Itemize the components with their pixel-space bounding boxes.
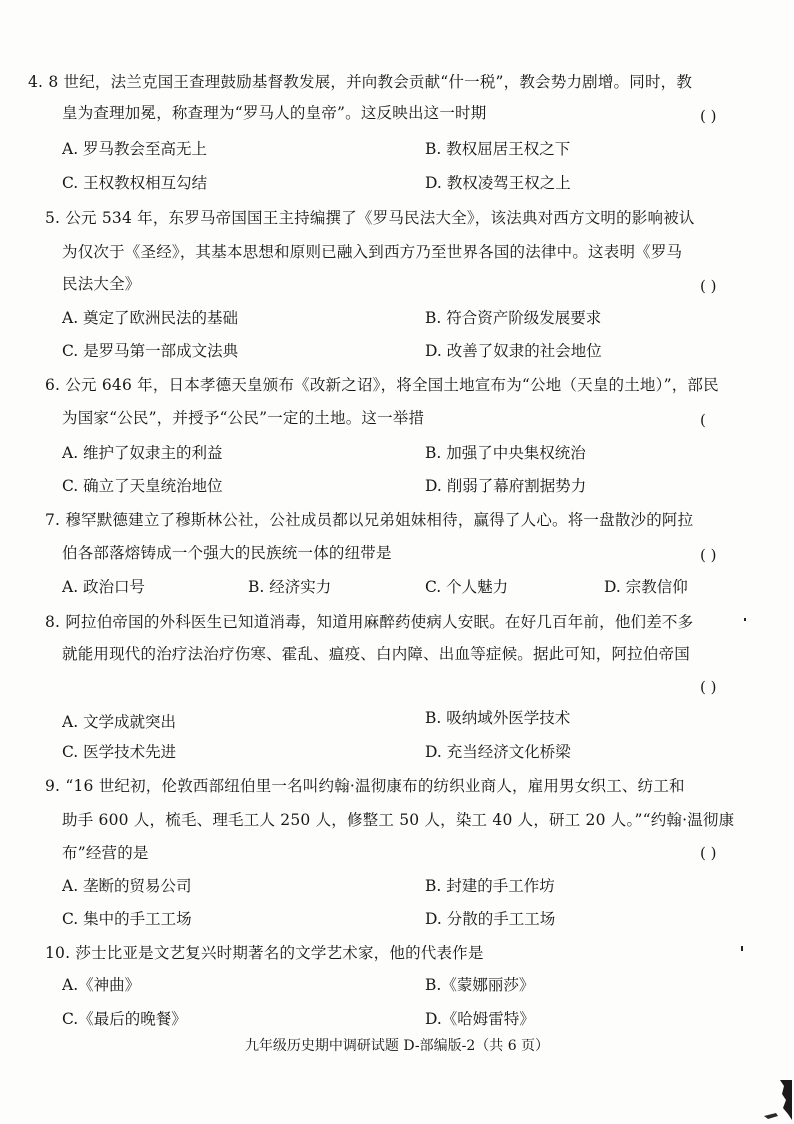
question-4-line-2: 皇为查理加冕，称查理为“罗马人的皇帝”。这反映出这一时期	[62, 104, 487, 122]
answer-bracket: ( )	[700, 107, 717, 125]
answer-bracket: ( )	[700, 277, 717, 295]
option-b: B.《蒙娜丽莎》	[425, 976, 535, 994]
question-8-line-1: 8. 阿拉伯帝国的外科医生已知道消毒，知道用麻醉药使病人安眠。在好几百年前，他们差不多	[45, 613, 694, 631]
option-c: C. 医学技术先进	[62, 743, 177, 761]
option-d: D. 充当经济文化桥梁	[425, 743, 571, 761]
question-8-line-2: 就能用现代的治疗法治疗伤寒、霍乱、瘟疫、白内障、出血等症候。据此可知，阿拉伯帝国	[62, 645, 691, 663]
question-6-line-2: 为国家“公民”，并授予“公民”一定的土地。这一举措	[62, 409, 425, 427]
option-a: A. 维护了奴隶主的利益	[62, 444, 223, 462]
answer-bracket: ( )	[700, 546, 717, 564]
question-5-line-1: 5. 公元 534 年，东罗马帝国国王主持编撰了《罗马民法大全》，该法典对西方文明的影响被认	[45, 209, 695, 227]
question-6-line-1: 6. 公元 646 年，日本孝德天皇颁布《改新之诏》，将全国土地宣布为“公地（天皇的土地）”，部民	[45, 376, 719, 394]
answer-bracket: ( )	[700, 844, 717, 862]
question-4-line-1: 4. 8 世纪，法兰克国王查理鼓励基督教发展，并向教会贡献“什一税”，教会势力剧增。同时，教	[28, 73, 693, 91]
answer-bracket: ( )	[700, 678, 717, 696]
option-a: A. 文学成就突出	[62, 713, 177, 731]
scan-speck	[744, 618, 746, 621]
option-c: C. 个人魅力	[425, 578, 509, 596]
option-b: B. 符合资产阶级发展要求	[425, 309, 602, 327]
option-a: A. 垄断的贸易公司	[62, 877, 192, 895]
option-d: D.《哈姆雷特》	[425, 1010, 535, 1028]
question-10-line-1: 10. 莎士比亚是文艺复兴时期著名的文学艺术家，他的代表作是	[45, 944, 484, 962]
option-c: C. 集中的手工工场	[62, 910, 192, 928]
option-c: C. 确立了天皇统治地位	[62, 477, 223, 495]
question-9-line-1: 9. “16 世纪初，伦敦西部纽伯里一名叫约翰·温彻康布的纺织业商人，雇用男女织工、纺工和	[45, 777, 685, 795]
option-a: A.《神曲》	[62, 976, 141, 994]
question-9-line-3: 布”经营的是	[62, 844, 149, 862]
question-7-line-2: 伯各部落熔铸成一个强大的民族统一体的纽带是	[62, 544, 392, 562]
option-b: B. 经济实力	[248, 578, 332, 596]
option-b: B. 封建的手工作坊	[425, 877, 555, 895]
scan-edge-artifact	[762, 1080, 792, 1120]
option-d: D. 改善了奴隶的社会地位	[425, 342, 602, 360]
option-c: C. 王权教权相互勾结	[62, 174, 208, 192]
option-a: A. 罗马教会至高无上	[62, 140, 208, 158]
option-c: C. 是罗马第一部成文法典	[62, 342, 239, 360]
option-b: B. 教权屈居王权之下	[425, 140, 571, 158]
option-d: D. 宗教信仰	[604, 578, 688, 596]
page-footer: 九年级历史期中调研试题 D-部编版-2（共 6 页）	[244, 1038, 550, 1054]
question-7-line-1: 7. 穆罕默德建立了穆斯林公社，公社成员都以兄弟姐妹相待，赢得了人心。将一盘散沙的阿拉	[45, 511, 694, 529]
option-a: A. 政治口号	[62, 578, 146, 596]
option-d: D. 分散的手工工场	[425, 910, 556, 928]
question-5-line-3: 民法大全》	[62, 275, 141, 293]
option-a: A. 奠定了欧洲民法的基础	[62, 309, 239, 327]
answer-bracket: (	[700, 411, 706, 429]
option-b: B. 吸纳域外医学技术	[425, 709, 571, 727]
option-d: D. 教权凌驾王权之上	[425, 174, 571, 192]
question-9-line-2: 助手 600 人，梳毛、理毛工人 250 人，修整工 50 人，染工 40 人，研工 20 人。”“约翰·温彻康	[62, 811, 735, 829]
scan-speck	[741, 946, 743, 951]
option-d: D. 削弱了幕府割据势力	[425, 477, 587, 495]
option-c: C.《最后的晚餐》	[62, 1010, 187, 1028]
option-b: B. 加强了中央集权统治	[425, 444, 586, 462]
question-5-line-2: 为仅次于《圣经》，其基本思想和原则已融入到西方乃至世界各国的法律中。这表明《罗马	[62, 243, 683, 261]
